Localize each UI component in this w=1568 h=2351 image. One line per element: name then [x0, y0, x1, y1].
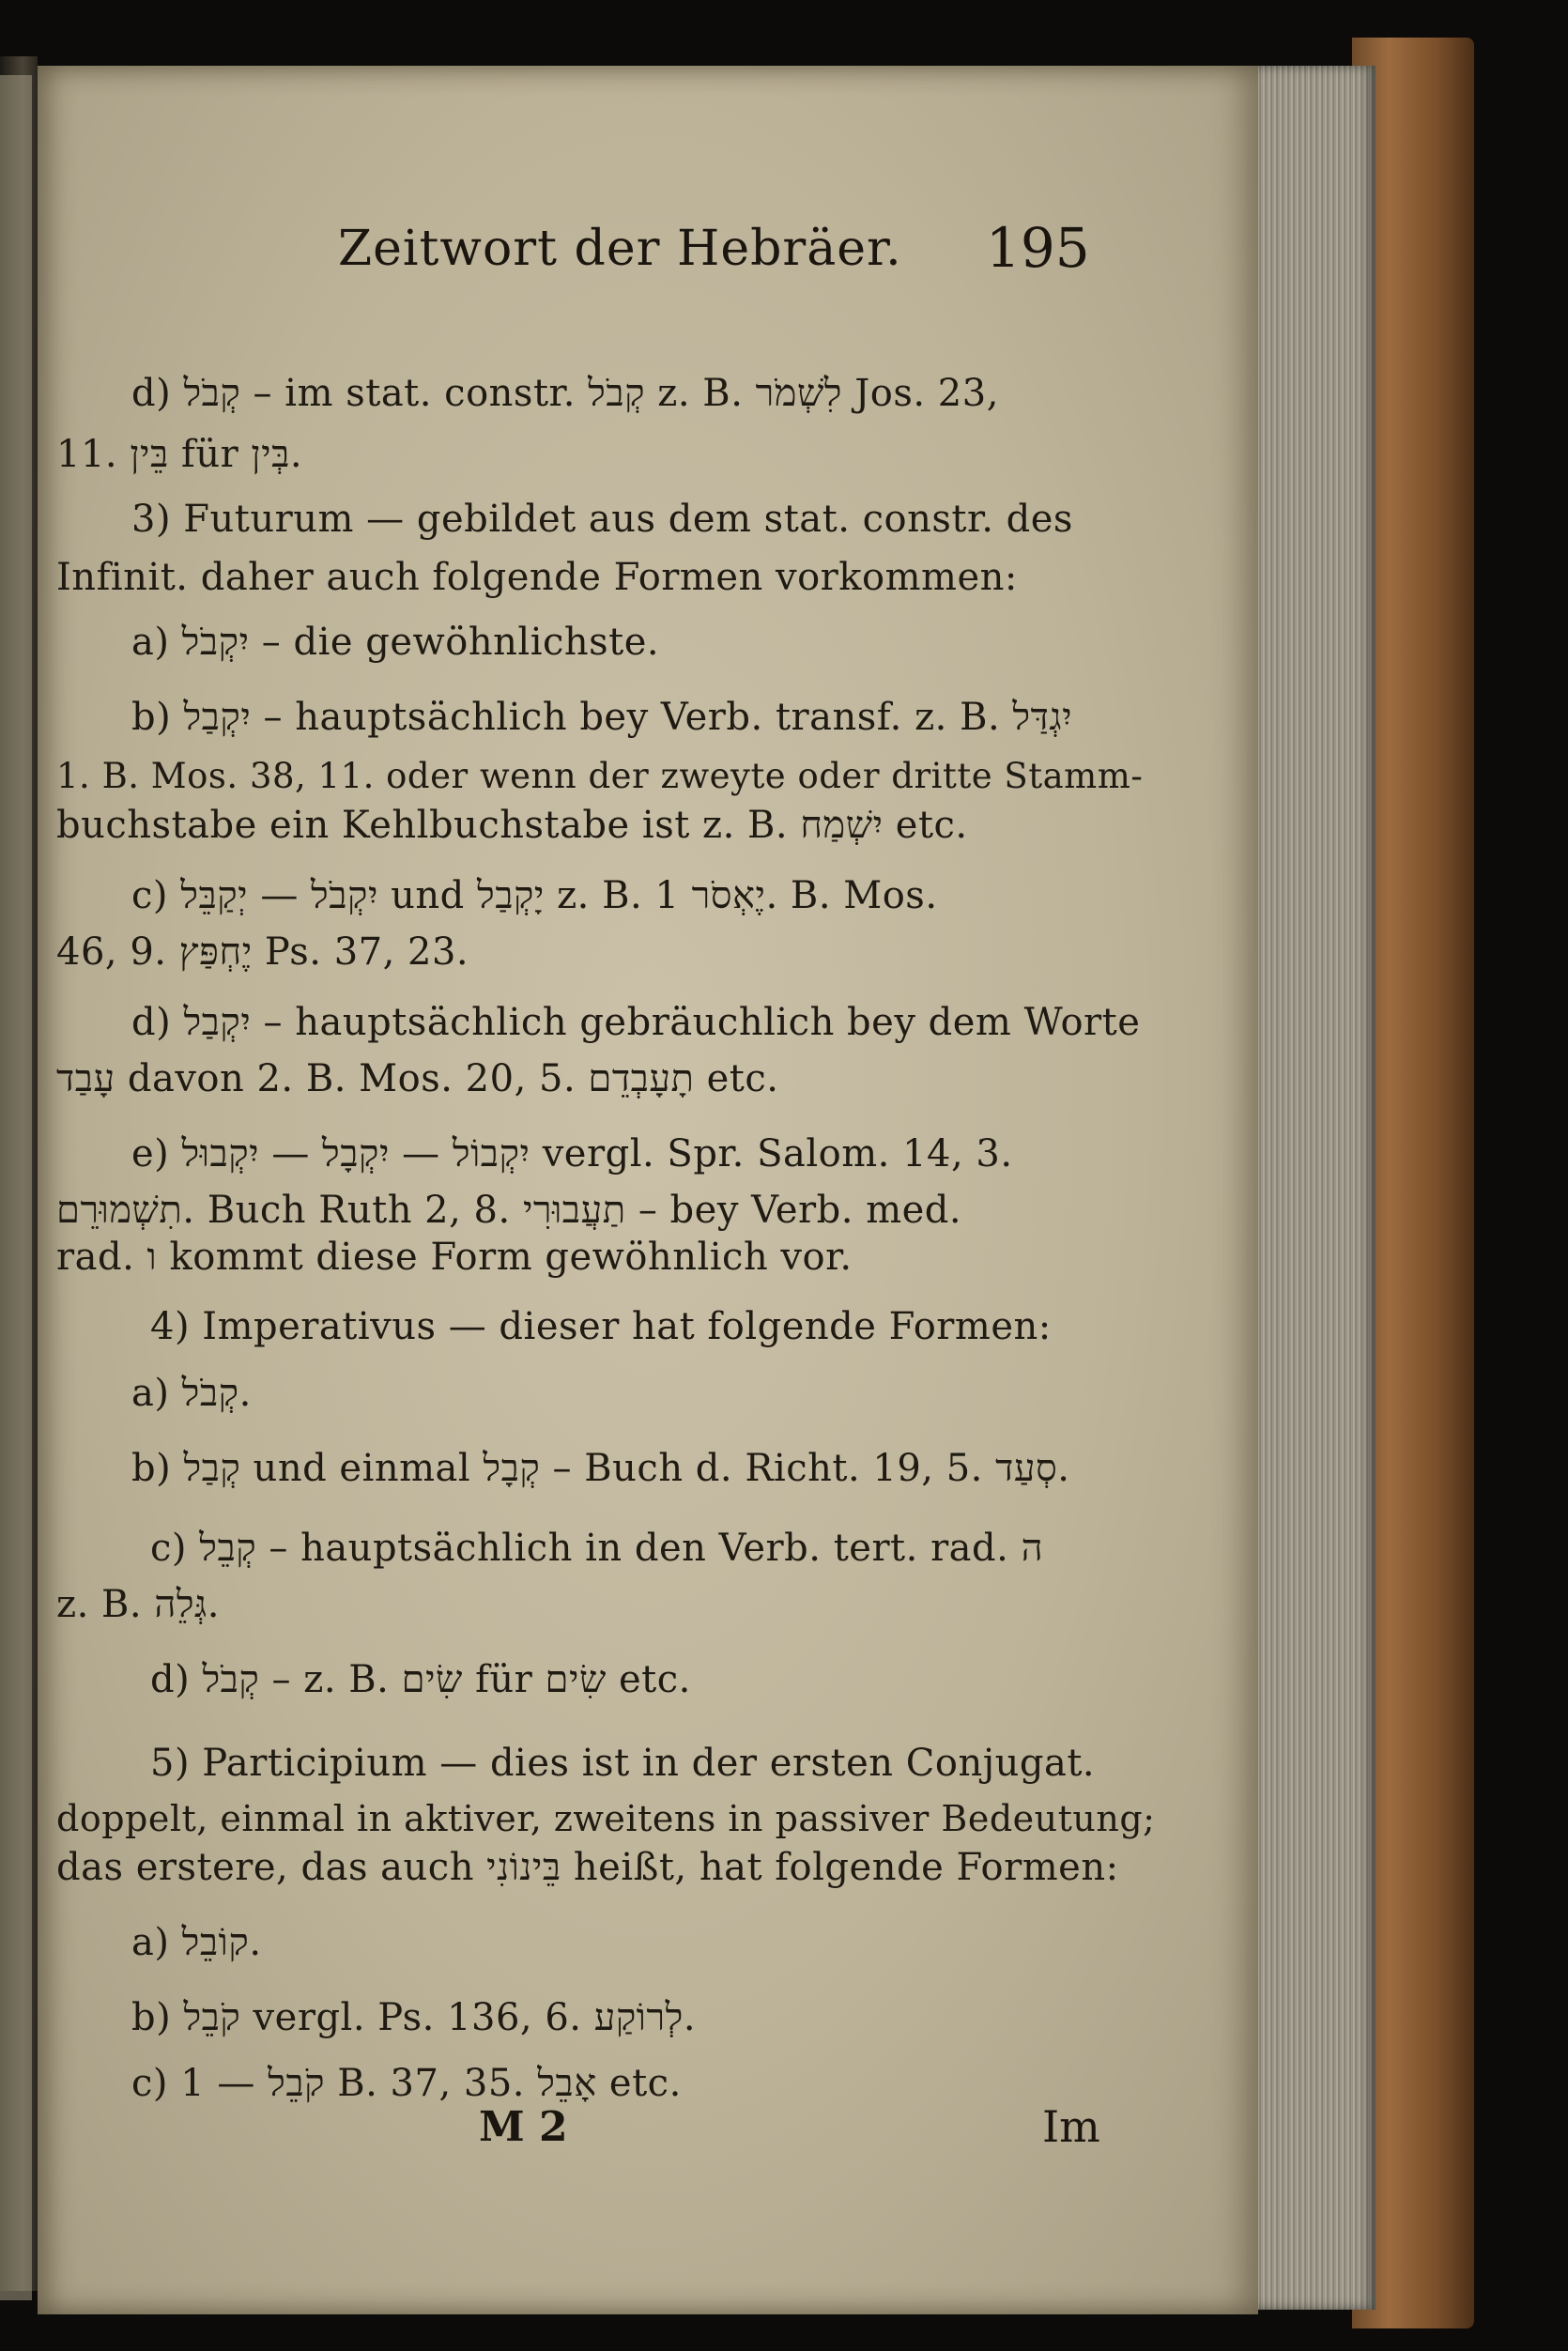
text-line: b) קֹבֵל vergl. Ps. 136, 6. לְרוֹקַע.	[131, 1996, 697, 2039]
facing-page-edge	[0, 75, 32, 2300]
book-page	[38, 66, 1258, 2314]
running-header: Zeitwort der Hebräer.	[338, 221, 902, 277]
text-line: d) קְבֹל – z. B. שִׂים für שִׂים etc.	[150, 1658, 691, 1701]
text-line: 1. B. Mos. 38, 11. oder wenn der zweyte oder dritte Stamm-	[56, 756, 1144, 796]
text-line: d) יִקְבַל – hauptsächlich gebräuchlich bey dem Worte	[131, 1001, 1141, 1044]
text-line: das erstere, das auch בֵּינוֹנִי heißt, hat folgende Formen:	[56, 1846, 1119, 1889]
text-line: c) קֹבֵל — 1 B. 37, 35. אָבֵל etc.	[131, 2062, 682, 2105]
page-number: 195	[986, 216, 1090, 280]
text-line: Infinit. daher auch folgende Formen vorkommen:	[56, 556, 1018, 599]
text-line: e) יִקְבוֹל — יִקְבָל — יִקְבוּל vergl. Spr. Salom. 14, 3.	[131, 1132, 1013, 1176]
text-line: rad. ו kommt diese Form gewöhnlich vor.	[56, 1236, 853, 1279]
page-stack-edge	[1239, 66, 1376, 2310]
text-line: a) קוֹבֵל.	[131, 1921, 262, 1964]
text-line: b) יִקְבַל – hauptsächlich bey Verb. transf. z. B. יִגְדַּל	[131, 696, 1073, 739]
text-line: a) יִקְבֹל – die gewöhnlichste.	[131, 621, 660, 664]
text-line: c) קְבֵל – hauptsächlich in den Verb. tert. rad. ה	[150, 1527, 1044, 1570]
text-line: a) קְבֹל.	[131, 1372, 252, 1415]
text-line: z. B. גְּלֵה.	[56, 1583, 220, 1626]
text-line: b) קְבַל und einmal קְבָל – Buch d. Richt. 19, 5. סְעַד.	[131, 1447, 1070, 1490]
signature-mark: M 2	[479, 2103, 568, 2151]
text-line: 3) Futurum — gebildet aus dem stat. constr. des	[131, 498, 1073, 541]
text-line: d) קְבֹל – im stat. constr. קְבֹל z. B. לִשְׁמֹר Jos. 23,	[131, 372, 999, 415]
text-line: 11. בֵּין für בְּין.	[56, 433, 303, 476]
text-line: 5) Participium — dies ist in der ersten Conjugat.	[150, 1742, 1096, 1785]
text-line: c) יִקְבֹל — יְקַבֵּל und יָקְבַל z. B. יֶאְסֹר 1. B. Mos.	[131, 874, 938, 917]
text-line: עָבַד davon 2. B. Mos. 20, 5. תָעָבְדֵם etc.	[56, 1057, 779, 1100]
text-line: doppelt, einmal in aktiver, zweitens in passiver Bedeutung;	[56, 1798, 1156, 1839]
text-line: 46, 9. יֶחְפַּץ Ps. 37, 23.	[56, 930, 469, 974]
text-line: buchstabe ein Kehlbuchstabe ist z. B. יִשְׁמַח etc.	[56, 804, 968, 847]
catchword: Im	[1042, 2101, 1100, 2152]
text-line: 4) Imperativus — dieser hat folgende Formen:	[150, 1305, 1052, 1348]
text-line: תִשְׁמוּרֵם. Buch Ruth 2, 8. תַעֲבוּרִי – bey Verb. med.	[56, 1189, 962, 1232]
